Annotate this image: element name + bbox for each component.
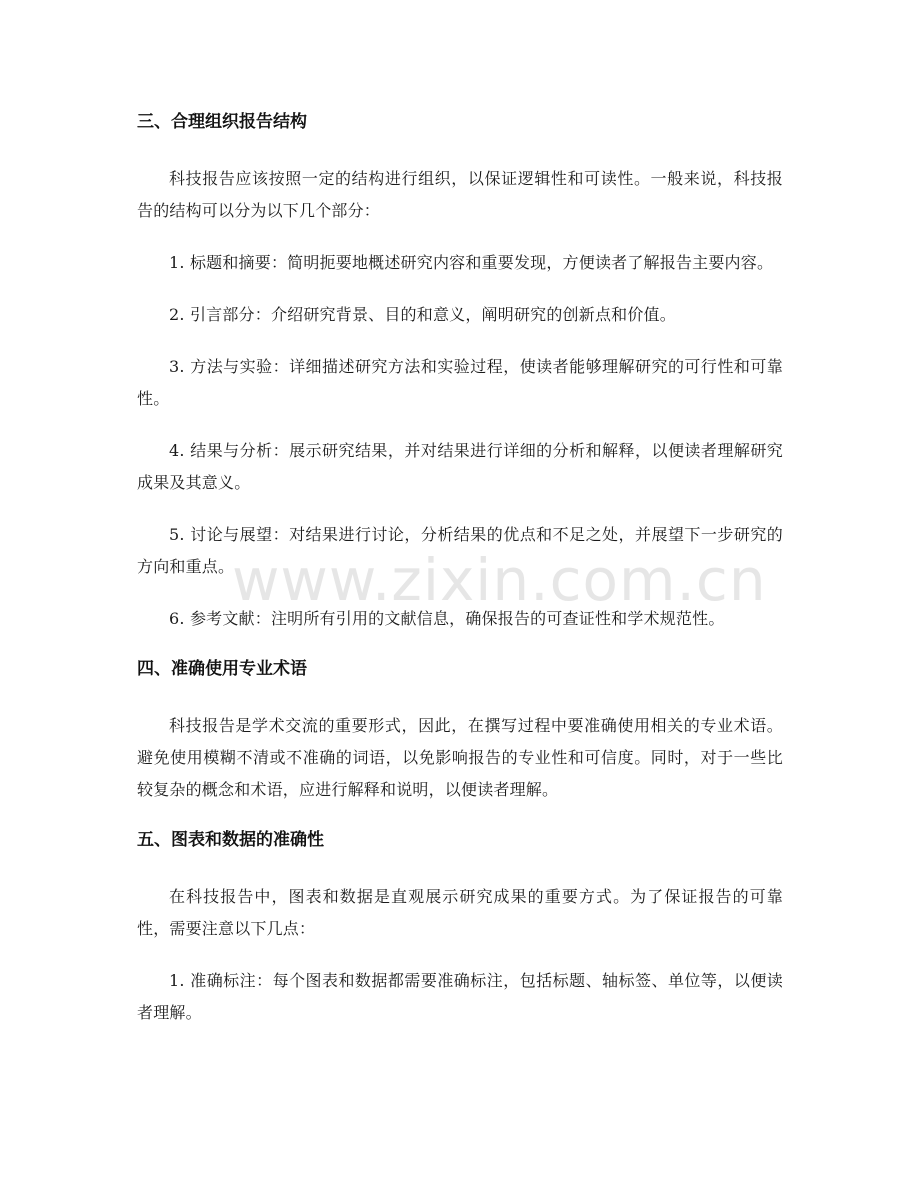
section-intro: 科技报告是学术交流的重要形式，因此，在撰写过程中要准确使用相关的专业术语。避免使用模糊不清或不准确的词语，以免影响报告的专业性和可信度。同时，对于一些比较复杂的概念和术语，应进行解释和说明，以便读者理解。: [137, 716, 783, 799]
list-item: 5. 讨论与展望：对结果进行讨论，分析结果的优点和不足之处，并展望下一步研究的方向和重点。: [137, 525, 783, 576]
list-item: 6. 参考文献：注明所有引用的文献信息，确保报告的可查证性和学术规范性。: [169, 609, 725, 628]
section-report-structure: [137, 108, 783, 635]
section-charts-data: [137, 826, 783, 1029]
list-item: 4. 结果与分析：展示研究结果，并对结果进行详细的分析和解释，以便读者理解研究成果及其意义。: [137, 441, 783, 492]
document-page: [137, 108, 783, 1029]
section-terminology: [137, 655, 783, 806]
section-heading: 三、合理组织报告结构: [137, 112, 307, 132]
section-heading: 四、准确使用专业术语: [137, 659, 307, 679]
watermark: www.zixin.com.cn: [232, 546, 767, 614]
section-intro: 在科技报告中，图表和数据是直观展示研究成果的重要方式。为了保证报告的可靠性，需要注意以下几点：: [137, 887, 783, 938]
section-intro: 科技报告应该按照一定的结构进行组织，以保证逻辑性和可读性。一般来说，科技报告的结构可以分为以下几个部分：: [137, 169, 783, 220]
list-item: 1. 标题和摘要：简明扼要地概述研究内容和重要发现，方便读者了解报告主要内容。: [169, 253, 774, 272]
list-item: 2. 引言部分：介绍研究背景、目的和意义，阐明研究的创新点和价值。: [169, 305, 676, 324]
section-heading: 五、图表和数据的准确性: [137, 830, 324, 850]
list-item: 3. 方法与实验：详细描述研究方法和实验过程，使读者能够理解研究的可行性和可靠性。: [137, 357, 783, 408]
list-item: 1. 准确标注：每个图表和数据都需要准确标注，包括标题、轴标签、单位等，以便读者理解。: [137, 971, 783, 1022]
